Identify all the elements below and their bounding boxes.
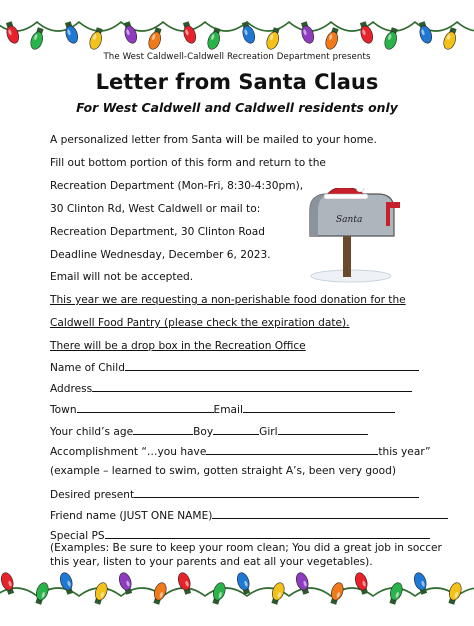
special-label: Special PS: [50, 530, 105, 542]
christmas-lights-bottom: [0, 566, 474, 626]
accomplishment-suffix: this year”: [378, 446, 431, 458]
friend-input[interactable]: [212, 508, 448, 519]
name-input[interactable]: [125, 360, 419, 371]
name-label: Name of Child: [50, 362, 125, 374]
accomplishment-row: [50, 444, 431, 459]
light-bulb-icon: [387, 581, 404, 605]
intro-line: 30 Clinton Rd, West Caldwell or mail to:: [50, 203, 261, 215]
friend-field: [50, 508, 448, 523]
donation-notice: Caldwell Food Pantry (please check the expiration date).: [50, 317, 350, 329]
name-field: [50, 360, 419, 375]
town-input[interactable]: [77, 402, 214, 413]
town-email-row: [50, 402, 395, 417]
light-bulb-icon: [151, 581, 168, 605]
light-bulb-icon: [176, 571, 193, 595]
light-bulb-icon: [33, 581, 50, 605]
town-label: Town: [50, 404, 77, 416]
christmas-lights-top: [0, 0, 474, 60]
intro-line: Fill out bottom portion of this form and return to the: [50, 157, 326, 169]
present-label: Desired present: [50, 489, 135, 501]
light-bulb-icon: [417, 20, 434, 44]
accomplishment-input[interactable]: [206, 444, 378, 455]
accomplishment-label: Accomplishment “…you have: [50, 446, 207, 458]
light-bulb-icon: [117, 571, 134, 595]
drop-box-notice: There will be a drop box in the Recreation Office: [50, 340, 306, 352]
light-bulb-icon: [265, 26, 282, 50]
donation-notice: This year we are requesting a non-perishable food donation for the: [50, 294, 406, 306]
address-label: Address: [50, 383, 93, 395]
email-notice: Email will not be accepted.: [50, 271, 194, 283]
light-bulb-icon: [181, 20, 198, 44]
light-bulb-icon: [446, 581, 463, 605]
present-field: [50, 487, 419, 502]
presenter-line: The West Caldwell-Caldwell Recreation Department presents: [103, 52, 371, 62]
age-input[interactable]: [133, 424, 193, 435]
boy-input[interactable]: [213, 424, 259, 435]
special-input[interactable]: [105, 528, 430, 539]
accomplishment-example: (example – learned to swim, gotten straight A’s, been very good): [50, 465, 396, 477]
light-bulb-icon: [324, 26, 341, 50]
page-title: Letter from Santa Claus: [95, 70, 379, 94]
light-bulb-icon: [328, 581, 345, 605]
page-subtitle: For West Caldwell and Caldwell residents only: [76, 100, 398, 115]
age-label: Your child’s age: [50, 426, 134, 438]
light-bulb-icon: [235, 571, 252, 595]
intro-line: Recreation Department (Mon-Fri, 8:30-4:30pm),: [50, 180, 304, 192]
light-bulb-icon: [358, 20, 375, 44]
address-field: [50, 381, 412, 396]
age-gender-row: [50, 424, 368, 439]
mailbox-label: Santa: [336, 215, 363, 225]
light-bulb-icon: [299, 20, 316, 44]
light-bulb-icon: [92, 581, 109, 605]
light-bulb-icon: [29, 26, 46, 50]
deadline-line: Deadline Wednesday, December 6, 2023.: [50, 249, 271, 261]
light-bulb-icon: [4, 20, 21, 44]
email-input[interactable]: [243, 402, 395, 413]
light-bulb-icon: [269, 581, 286, 605]
boy-label: Boy: [193, 426, 214, 438]
girl-input[interactable]: [278, 424, 368, 435]
friend-label: Friend name (JUST ONE NAME): [50, 510, 213, 522]
email-label: Email: [213, 404, 243, 416]
special-ps-example: (Examples: Be sure to keep your room clean; You did a great job in soccer this year, listen to your parents and eat all your vegetables).: [50, 542, 442, 568]
address-input[interactable]: [92, 381, 412, 392]
girl-label: Girl: [259, 426, 278, 438]
light-bulb-icon: [210, 581, 227, 605]
intro-line: Recreation Department, 30 Clinton Road: [50, 226, 266, 238]
intro-line: A personalized letter from Santa will be mailed to your home.: [50, 134, 377, 146]
light-bulb-icon: [412, 571, 429, 595]
light-bulb-icon: [240, 20, 257, 44]
present-input[interactable]: [134, 487, 419, 498]
santa-mailbox-icon: [296, 188, 406, 283]
